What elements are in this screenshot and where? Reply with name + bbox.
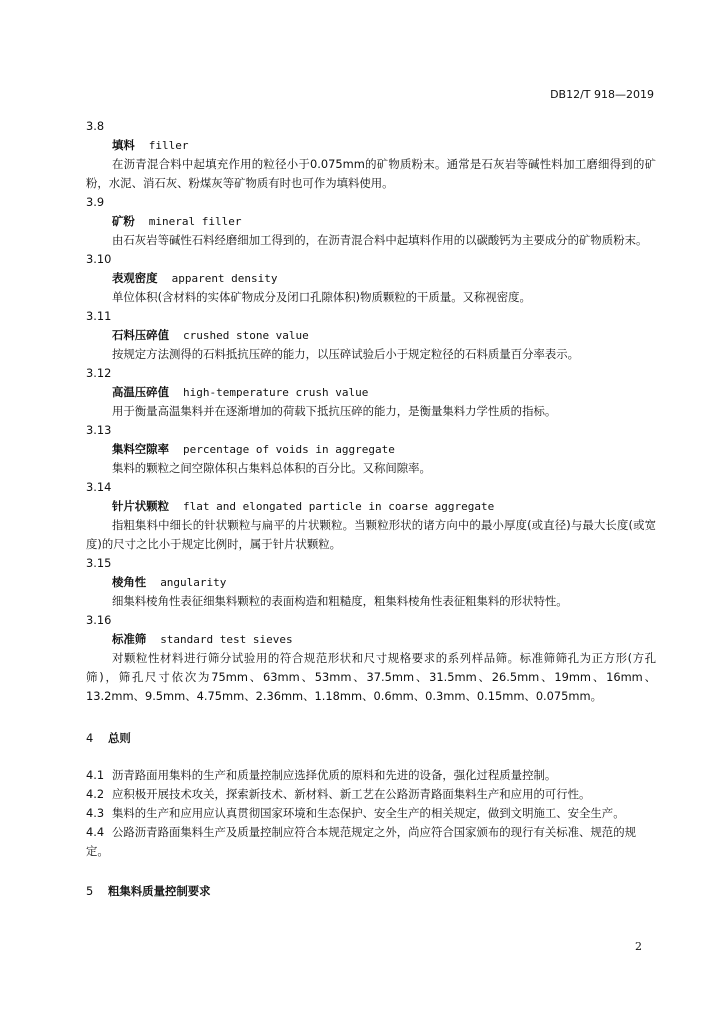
term-number: 3.13 (86, 423, 112, 437)
clause-item (86, 766, 656, 785)
term-definition: 对颗粒性材料进行筛分试验用的符合规范形状和尺寸规格要求的系列样品筛。标准筛筛孔为正方形(方孔筛)，筛孔尺寸依次为75mm、63mm、53mm、37.5mm、31.5mm、26.5mm、19mm、16mm、13.2mm、9.5mm、4.75mm、2.36mm、1.18mm、0.6mm、0.3mm、0.15mm、0.075mm。 (86, 651, 656, 703)
term-entry (86, 611, 656, 706)
clause-number: 4.4 (86, 825, 105, 839)
clause-text: 集料的生产和应用应认真贯彻国家环境和生态保护、安全生产的相关规定，做到文明施工、安全生产。 (112, 806, 625, 820)
clause-item (86, 785, 656, 804)
term-number: 3.16 (86, 613, 112, 627)
term-number: 3.14 (86, 480, 112, 494)
term-heading (86, 573, 656, 592)
clause-number: 4.1 (86, 768, 105, 782)
clause-text: 应积极开展技术攻关，探索新技术、新材料、新工艺在公路沥青路面集料生产和应用的可行性。 (112, 787, 591, 801)
term-heading (86, 630, 656, 649)
term-chinese: 石料压碎值 (112, 328, 169, 342)
term-english: crushed stone value (182, 329, 309, 342)
term-definition: 集料的颗粒之间空隙体积占集料总体积的百分比。又称间隙率。 (112, 461, 431, 475)
term-chinese: 矿粉 (112, 214, 135, 228)
term-english: angularity (160, 576, 227, 589)
term-english: standard test sieves (160, 633, 293, 646)
term-entry (86, 250, 656, 307)
term-heading (86, 440, 656, 459)
document-body (86, 117, 656, 901)
section-title: 总则 (108, 731, 131, 745)
term-english: flat and elongated particle in coarse aggregate (182, 500, 495, 513)
term-english: filler (148, 139, 189, 152)
term-number: 3.8 (86, 119, 105, 133)
term-definition: 细集料棱角性表征细集料颗粒的表面构造和粗糙度，粗集料棱角性表征粗集料的形状特性。 (112, 594, 568, 608)
clause-item (86, 804, 656, 823)
term-entry (86, 117, 656, 193)
term-heading (86, 497, 656, 516)
clause-item (86, 823, 656, 861)
term-chinese: 集料空隙率 (112, 442, 169, 456)
term-english: high-temperature crush value (182, 386, 369, 399)
term-english: percentage of voids in aggregate (182, 443, 395, 456)
term-heading (86, 269, 656, 288)
term-chinese: 标准筛 (112, 632, 147, 646)
term-definition: 指粗集料中细长的针状颗粒与扁平的片状颗粒。当颗粒形状的诸方向中的最小厚度(或直径)与最大长度(或宽度)的尺寸之比小于规定比例时，属于针片状颗粒。 (86, 518, 656, 551)
term-entry (86, 193, 656, 250)
clause-text: 公路沥青路面集料生产及质量控制应符合本规范规定之外，尚应符合国家颁布的现行有关标准、规范的规定。 (86, 825, 636, 858)
term-entry (86, 364, 656, 421)
term-heading (86, 326, 656, 345)
term-entry (86, 478, 656, 554)
term-number: 3.10 (86, 252, 112, 266)
term-number: 3.9 (86, 195, 105, 209)
term-heading (86, 383, 656, 402)
term-heading (86, 136, 656, 155)
document-header-code: DB12/T 918—2019 (550, 88, 654, 101)
term-chinese: 填料 (112, 138, 135, 152)
clause-text: 沥青路面用集料的生产和质量控制应选择优质的原料和先进的设备，强化过程质量控制。 (112, 768, 557, 782)
term-number: 3.12 (86, 366, 112, 380)
term-definition: 单位体积(含材料的实体矿物成分及闭口孔隙体积)物质颗粒的干质量。又称视密度。 (112, 290, 531, 304)
term-entry (86, 421, 656, 478)
clause-number: 4.2 (86, 787, 105, 801)
section-number: 4 (86, 731, 94, 745)
term-heading (86, 212, 656, 231)
term-number: 3.15 (86, 556, 112, 570)
section-heading-general (86, 728, 656, 748)
term-chinese: 表观密度 (112, 271, 158, 285)
term-entry (86, 307, 656, 364)
section-heading-coarse-aggregate (86, 881, 656, 901)
term-english: mineral filler (148, 215, 242, 228)
term-chinese: 针片状颗粒 (112, 499, 169, 513)
term-definition: 由石灰岩等碱性石料经磨细加工得到的，在沥青混合料中起填料作用的以碳酸钙为主要成分的矿物质粉末。 (112, 233, 648, 247)
section-title: 粗集料质量控制要求 (108, 884, 211, 898)
term-entry (86, 554, 656, 611)
term-english: apparent density (171, 272, 278, 285)
term-chinese: 高温压碎值 (112, 385, 169, 399)
clause-number: 4.3 (86, 806, 105, 820)
page-number: 2 (635, 940, 642, 953)
section-number: 5 (86, 884, 94, 898)
term-chinese: 棱角性 (112, 575, 147, 589)
term-number: 3.11 (86, 309, 112, 323)
term-definition: 按规定方法测得的石料抵抗压碎的能力，以压碎试验后小于规定粒径的石料质量百分率表示。 (112, 347, 580, 361)
term-definition: 在沥青混合料中起填充作用的粒径小于0.075mm的矿物质粉末。通常是石灰岩等碱性料加工磨细得到的矿粉，水泥、消石灰、粉煤灰等矿物质有时也可作为填料使用。 (86, 157, 656, 190)
term-definition: 用于衡量高温集料并在逐渐增加的荷载下抵抗压碎的能力，是衡量集料力学性质的指标。 (112, 404, 557, 418)
